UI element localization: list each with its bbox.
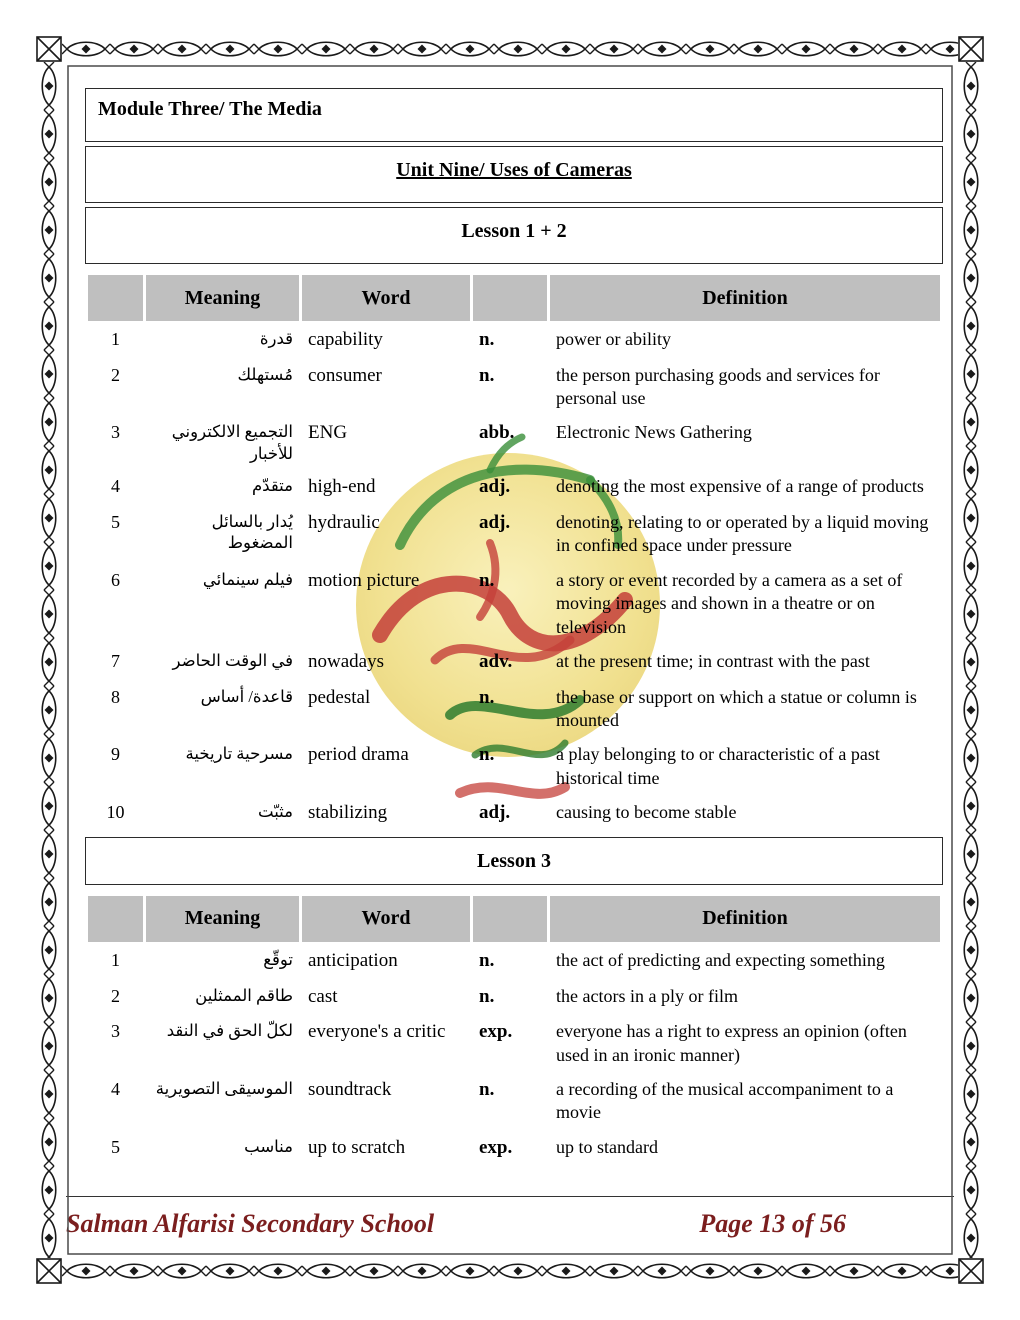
vocab-meaning: توقّع	[263, 949, 293, 969]
vocab-pos: n.	[479, 364, 495, 386]
vocab-row	[88, 507, 940, 562]
vocab-row	[88, 324, 940, 357]
vocab-word: hydraulic	[308, 512, 380, 534]
vocab-meaning: قاعدة/ أساس	[200, 686, 293, 706]
vocab-meaning: مناسب	[244, 1136, 293, 1156]
vocab-word: anticipation	[308, 949, 398, 971]
header-meaning: Meaning	[146, 896, 299, 942]
vocab-meaning: قدرة	[259, 329, 293, 348]
vocab-definition: the person purchasing goods and services for personal use	[556, 364, 880, 409]
vocab-row	[88, 1074, 940, 1129]
vocab-pos: abb.	[479, 422, 515, 444]
vocab-num: 4	[111, 476, 120, 497]
vocab-num: 2	[111, 985, 120, 1006]
vocab-meaning: الموسيقى التصويرية	[155, 1079, 293, 1099]
vocab-definition: denoting the most expensive of a range of products	[556, 476, 924, 497]
vocab-pos: n.	[479, 569, 495, 591]
vocab-word: nowadays	[308, 650, 384, 672]
table-header-row	[88, 896, 940, 942]
vocab-num: 10	[106, 802, 125, 823]
vocab-definition: at the present time; in contrast with the past	[556, 650, 870, 671]
vocab-definition: the actors in a ply or film	[556, 985, 738, 1006]
vocab-definition: up to standard	[556, 1136, 658, 1157]
vocab-pos: adj.	[479, 476, 511, 498]
vocab-num: 6	[111, 569, 120, 590]
unit-title-box	[85, 146, 943, 203]
vocab-word: capability	[308, 329, 383, 350]
vocab-definition: the act of predicting and expecting something	[556, 949, 885, 970]
vocab-word: cast	[308, 985, 338, 1007]
lesson3-vocab-table	[85, 893, 943, 1168]
vocab-pos: n.	[479, 1079, 495, 1101]
vocab-row	[88, 682, 940, 737]
vocab-definition: causing to become stable	[556, 802, 737, 823]
vocab-pos: n.	[479, 985, 495, 1007]
vocab-definition: power or ability	[556, 329, 671, 349]
vocab-pos: n.	[479, 949, 495, 971]
header-num	[88, 275, 143, 321]
vocab-meaning: في الوقت الحاضر	[172, 650, 293, 670]
vocab-pos: adv.	[479, 650, 513, 672]
vocab-pos: exp.	[479, 1021, 513, 1043]
header-word: Word	[302, 275, 470, 321]
vocab-row	[88, 360, 940, 415]
vocab-definition: Electronic News Gathering	[556, 422, 752, 443]
vocab-row	[88, 417, 940, 468]
vocab-num: 5	[111, 1136, 120, 1157]
vocab-word: motion picture	[308, 569, 420, 591]
vocab-row	[88, 1132, 940, 1165]
vocab-word: stabilizing	[308, 802, 388, 824]
lesson12-vocab-table	[85, 272, 943, 833]
vocab-word: up to scratch	[308, 1136, 406, 1158]
vocab-row	[88, 1016, 940, 1071]
vocab-word: high-end	[308, 476, 376, 498]
vocab-pos: n.	[479, 744, 495, 766]
vocab-row	[88, 646, 940, 679]
vocab-num: 4	[111, 1079, 120, 1100]
header-definition: Definition	[550, 275, 940, 321]
vocab-pos: n.	[479, 329, 495, 350]
page-footer	[66, 1196, 954, 1239]
unit-title: Unit Nine/ Uses of Cameras	[396, 159, 632, 181]
vocab-num: 7	[111, 650, 120, 671]
vocab-meaning: مُستهلك	[237, 364, 293, 384]
vocab-num: 5	[111, 512, 120, 533]
document-content	[85, 88, 943, 1168]
vocab-num: 9	[111, 744, 120, 765]
vocab-num: 8	[111, 686, 120, 707]
vocab-num: 3	[111, 422, 120, 443]
vocab-definition: a play belonging to or characteristic of a past historical time	[556, 744, 880, 788]
vocab-row	[88, 565, 940, 643]
vocab-definition: a recording of the musical accompaniment to a movie	[556, 1079, 894, 1123]
module-title: Module Three/ The Media	[85, 88, 943, 142]
header-word: Word	[302, 896, 470, 942]
vocab-word: pedestal	[308, 686, 371, 708]
table-header-row	[88, 275, 940, 321]
school-name: Salman Alfarisi Secondary School	[66, 1209, 435, 1238]
header-pos	[473, 896, 547, 942]
vocab-pos: n.	[479, 686, 495, 708]
vocab-definition: everyone has a right to express an opinion (often used in an ironic manner)	[556, 1021, 907, 1065]
header-num	[88, 896, 143, 942]
page-number: Page 13 of 56	[699, 1209, 846, 1238]
vocab-meaning: فيلم سينمائي	[202, 569, 293, 589]
vocab-definition: a story or event recorded by a camera as a set of moving images and shown in a theatre or on television	[556, 569, 903, 637]
vocab-row	[88, 945, 940, 978]
vocab-definition: denoting, relating to or operated by a liquid moving in confined space under pressure	[556, 512, 929, 556]
lesson12-title: Lesson 1 + 2	[85, 207, 943, 264]
header-meaning: Meaning	[146, 275, 299, 321]
vocab-pos: adj.	[479, 802, 511, 824]
vocab-row	[88, 797, 940, 830]
vocab-meaning: مسرحية تاريخية	[185, 744, 293, 764]
lesson3-title: Lesson 3	[85, 837, 943, 885]
vocab-word: period drama	[308, 744, 409, 766]
vocab-pos: adj.	[479, 512, 511, 534]
vocab-meaning: يُدار بالسائل المضغوط	[211, 512, 293, 553]
vocab-word: soundtrack	[308, 1079, 392, 1101]
vocab-word: consumer	[308, 364, 382, 386]
vocab-meaning: التجميع الالكتروني للأخبار	[171, 422, 293, 463]
vocab-row	[88, 981, 940, 1014]
vocab-meaning: طاقم الممثلين	[195, 985, 293, 1005]
vocab-definition: the base or support on which a statue or column is mounted	[556, 686, 917, 731]
header-pos	[473, 275, 547, 321]
vocab-meaning: لكلّ الحق في النقد	[166, 1021, 293, 1041]
vocab-row	[88, 471, 940, 504]
vocab-word: ENG	[308, 422, 348, 444]
header-definition: Definition	[550, 896, 940, 942]
vocab-num: 1	[111, 949, 120, 970]
vocab-meaning: متقدّم	[251, 476, 293, 496]
vocab-pos: exp.	[479, 1136, 513, 1158]
vocab-num: 3	[111, 1021, 120, 1042]
vocab-row	[88, 739, 940, 794]
vocab-word: everyone's a critic	[308, 1021, 446, 1043]
vocab-meaning: مثبّت	[258, 802, 293, 822]
vocab-num: 1	[111, 329, 120, 349]
vocab-num: 2	[111, 364, 120, 385]
